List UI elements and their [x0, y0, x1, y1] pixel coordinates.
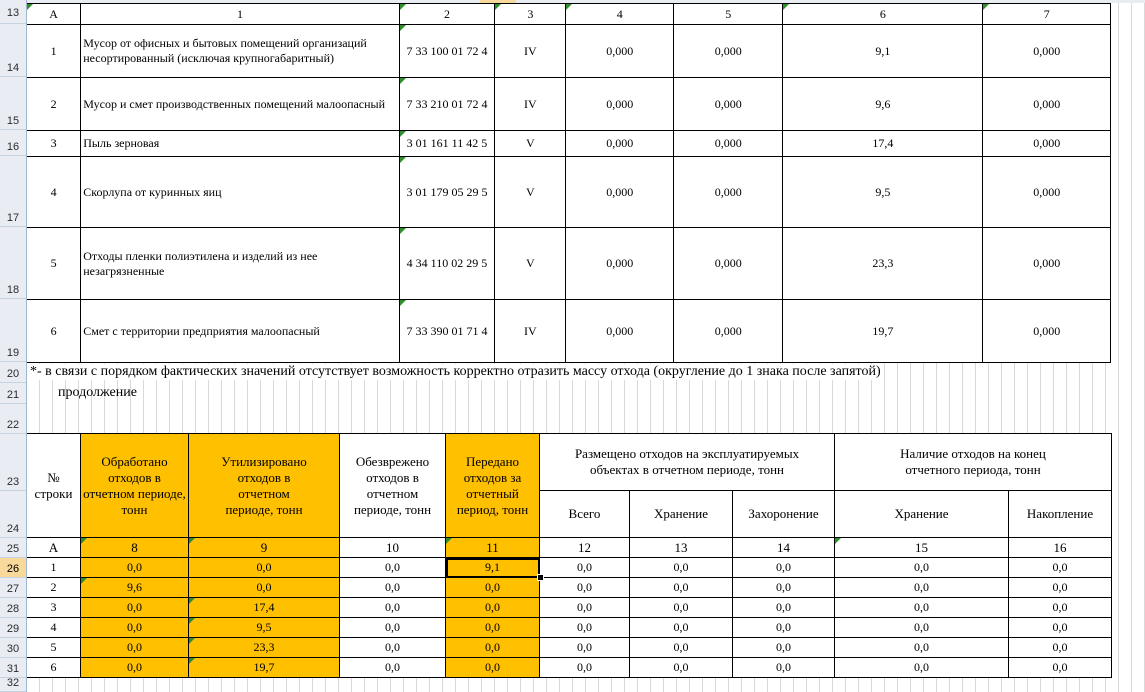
row-header-31[interactable]: 31 [0, 658, 26, 678]
value-cell[interactable]: 0,000 [566, 300, 673, 363]
transferred-cell[interactable]: 0,0 [446, 618, 540, 638]
processed-cell[interactable]: 0,0 [81, 638, 189, 658]
value-cell[interactable]: 0,000 [566, 228, 673, 300]
row-header-14[interactable]: 14 [0, 24, 26, 77]
column-header-strip[interactable] [26, 0, 1145, 3]
row-header-30[interactable]: 30 [0, 638, 26, 658]
index-cell[interactable]: 12 [540, 538, 630, 558]
waste-name-cell[interactable]: Мусор от офисных и бытовых помещений организаций несортированный (исключая крупногабаритный) [81, 25, 399, 78]
waste-name-cell[interactable]: Пыль зерновая [81, 131, 399, 157]
index-cell[interactable]: 16 [1009, 538, 1112, 558]
table-row [27, 78, 1111, 131]
value-cell[interactable]: 9,1 [783, 25, 983, 78]
placed-total-cell[interactable]: 0,0 [540, 578, 630, 598]
transferred-cell[interactable]: 0,0 [446, 658, 540, 678]
waste-code-cell[interactable]: 7 33 390 01 71 4 [399, 300, 494, 363]
hazard-class-cell[interactable]: V [495, 157, 566, 228]
accumulation-cell[interactable]: 0,0 [1009, 578, 1112, 598]
waste-code-cell[interactable]: 7 33 210 01 72 4 [399, 78, 494, 131]
placed-burial-cell[interactable]: 0,0 [733, 578, 835, 598]
waste-code-cell[interactable]: 4 34 110 02 29 5 [399, 228, 494, 300]
table-row [27, 598, 1112, 618]
row-header-24[interactable]: 24 [0, 491, 26, 538]
accumulation-cell[interactable]: 0,0 [1009, 658, 1112, 678]
placed-storage-header[interactable]: Хранение [630, 491, 733, 538]
row-number-header[interactable]: № строки [27, 434, 81, 538]
index-row [27, 538, 1112, 558]
placed-total-cell[interactable]: 0,0 [540, 598, 630, 618]
row-number-cell[interactable]: 3 [27, 131, 81, 157]
continuation-label[interactable]: продолжение [58, 385, 137, 400]
processed-cell[interactable]: 0,0 [81, 658, 189, 678]
table-row [27, 578, 1112, 598]
value-cell[interactable]: 0,000 [673, 25, 783, 78]
value-cell[interactable]: 0,000 [673, 300, 783, 363]
value-cell[interactable]: 0,000 [673, 78, 783, 131]
placed-total-cell[interactable]: 0,0 [540, 558, 630, 578]
value-cell[interactable]: 9,6 [783, 78, 983, 131]
index-cell[interactable]: А [27, 538, 81, 558]
table-row [27, 25, 1111, 78]
waste-handling-table [26, 433, 1112, 678]
value-cell[interactable]: 0,000 [566, 131, 673, 157]
transferred-cell-active[interactable]: 9,1 [446, 558, 540, 578]
utilized-cell[interactable]: 0,0 [189, 578, 340, 598]
placed-total-cell[interactable]: 0,0 [540, 618, 630, 638]
index-cell[interactable]: 11 [446, 538, 540, 558]
placed-storage-cell[interactable]: 0,0 [630, 598, 733, 618]
value-cell[interactable]: 17,4 [783, 131, 983, 157]
value-cell[interactable]: 0,000 [983, 157, 1111, 228]
processed-cell[interactable]: 9,6 [81, 578, 189, 598]
waste-code-cell[interactable]: 7 33 100 01 72 4 [399, 25, 494, 78]
row-number-cell[interactable]: 5 [27, 638, 81, 658]
waste-name-cell[interactable]: Скорлупа от куринных яиц [81, 157, 399, 228]
index-cell[interactable]: 6 [783, 4, 983, 25]
fill-handle[interactable] [537, 574, 544, 581]
waste-types-table [26, 3, 1111, 363]
value-cell[interactable]: 19,7 [783, 300, 983, 363]
index-cell[interactable]: 7 [983, 4, 1111, 25]
table-row [27, 618, 1112, 638]
row-header-25[interactable]: 25 [0, 538, 26, 558]
neutralized-header[interactable]: Обезврежено отходов в отчетном периоде, тонн [340, 434, 446, 538]
hazard-class-cell[interactable]: IV [495, 300, 566, 363]
waste-code-cell[interactable]: 3 01 179 05 29 5 [399, 157, 494, 228]
waste-name-cell[interactable]: Отходы пленки полиэтилена и изделий из нее незагрязненные [81, 228, 399, 300]
value-cell[interactable]: 0,000 [673, 131, 783, 157]
index-cell[interactable]: 5 [673, 4, 783, 25]
placed-total-cell[interactable]: 0,0 [540, 638, 630, 658]
table-row [27, 228, 1111, 300]
value-cell[interactable]: 0,000 [566, 157, 673, 228]
placed-burial-cell[interactable]: 0,0 [733, 638, 835, 658]
row-headers[interactable] [0, 0, 27, 692]
index-cell[interactable]: А [27, 4, 81, 25]
remaining-storage-cell[interactable]: 0,0 [835, 578, 1009, 598]
utilized-cell[interactable]: 0,0 [189, 558, 340, 578]
top-table-index-row [27, 4, 1111, 25]
index-cell[interactable]: 2 [399, 4, 494, 25]
row-header-19[interactable]: 19 [0, 299, 26, 362]
value-cell[interactable]: 23,3 [783, 228, 983, 300]
row-number-cell[interactable]: 2 [27, 78, 81, 131]
remaining-storage-cell[interactable]: 0,0 [835, 658, 1009, 678]
placed-burial-cell[interactable]: 0,0 [733, 598, 835, 618]
processed-cell[interactable]: 0,0 [81, 598, 189, 618]
placed-storage-cell[interactable]: 0,0 [630, 658, 733, 678]
remaining-storage-cell[interactable]: 0,0 [835, 598, 1009, 618]
utilized-cell[interactable]: 9,5 [189, 618, 340, 638]
row-number-cell[interactable]: 1 [27, 25, 81, 78]
row-header-20[interactable]: 20 [0, 362, 26, 383]
row-header-13[interactable]: 13 [0, 3, 26, 24]
utilized-cell[interactable]: 23,3 [189, 638, 340, 658]
accumulation-cell[interactable]: 0,0 [1009, 618, 1112, 638]
row-number-cell[interactable]: 4 [27, 157, 81, 228]
hazard-class-cell[interactable]: IV [495, 78, 566, 131]
hazard-class-cell[interactable]: V [495, 131, 566, 157]
remaining-storage-cell[interactable]: 0,0 [835, 638, 1009, 658]
row-header-16[interactable]: 16 [0, 130, 26, 156]
row-number-cell[interactable]: 1 [27, 558, 81, 578]
utilized-cell[interactable]: 17,4 [189, 598, 340, 618]
utilized-cell[interactable]: 19,7 [189, 658, 340, 678]
value-cell[interactable]: 0,000 [983, 78, 1111, 131]
value-cell[interactable]: 0,000 [566, 78, 673, 131]
row-header-22[interactable]: 22 [0, 404, 26, 434]
index-cell[interactable]: 9 [189, 538, 340, 558]
index-cell[interactable]: 13 [630, 538, 733, 558]
waste-name-cell[interactable]: Смет с территории предприятия малоопасный [81, 300, 399, 363]
placed-storage-cell[interactable]: 0,0 [630, 618, 733, 638]
accumulation-cell[interactable]: 0,0 [1009, 598, 1112, 618]
index-cell[interactable]: 15 [835, 538, 1009, 558]
neutralized-cell[interactable]: 0,0 [340, 578, 446, 598]
table-row [27, 558, 1112, 578]
row-number-cell[interactable]: 6 [27, 658, 81, 678]
placed-storage-cell[interactable]: 0,0 [630, 638, 733, 658]
transferred-header[interactable]: Передано отходов за отчетный период, тонн [446, 434, 540, 538]
row-number-cell[interactable]: 2 [27, 578, 81, 598]
value-cell[interactable]: 0,000 [673, 157, 783, 228]
waste-code-cell[interactable]: 3 01 161 11 42 5 [399, 131, 494, 157]
processed-cell[interactable]: 0,0 [81, 558, 189, 578]
accumulation-header[interactable]: Накопление [1009, 491, 1112, 538]
processed-header[interactable]: Обработано отходов в отчетном периоде, тонн [81, 434, 189, 538]
placed-total-cell[interactable]: 0,0 [540, 658, 630, 678]
neutralized-cell[interactable]: 0,0 [340, 598, 446, 618]
row-header-17[interactable]: 17 [0, 156, 26, 227]
table-row [27, 131, 1111, 157]
hazard-class-cell[interactable]: IV [495, 25, 566, 78]
value-cell[interactable]: 0,000 [983, 25, 1111, 78]
row-header-29[interactable]: 29 [0, 618, 26, 638]
row-header-27[interactable]: 27 [0, 578, 26, 598]
placed-burial-cell[interactable]: 0,0 [733, 558, 835, 578]
row-header-23[interactable]: 23 [0, 434, 26, 491]
index-cell[interactable]: 1 [81, 4, 399, 25]
footnote-text[interactable]: *- в связи с порядком фактических значений отсутствует возможность корректно отразить массу отхода (округление до 1 знака после запятой) [30, 364, 881, 379]
row-header-21[interactable]: 21 [0, 383, 26, 404]
remaining-storage-cell[interactable]: 0,0 [835, 558, 1009, 578]
row-number-cell[interactable]: 3 [27, 598, 81, 618]
neutralized-cell[interactable]: 0,0 [340, 658, 446, 678]
row-number-cell[interactable]: 4 [27, 618, 81, 638]
transferred-cell[interactable]: 0,0 [446, 578, 540, 598]
table-row [27, 300, 1111, 363]
row-header-26[interactable]: 26 [0, 558, 26, 578]
placed-burial-cell[interactable]: 0,0 [733, 618, 835, 638]
neutralized-cell[interactable]: 0,0 [340, 638, 446, 658]
transferred-cell[interactable]: 0,0 [446, 638, 540, 658]
row-header-28[interactable]: 28 [0, 598, 26, 618]
transferred-cell[interactable]: 0,0 [446, 598, 540, 618]
table-row [27, 658, 1112, 678]
row-header-15[interactable]: 15 [0, 77, 26, 130]
row-number-cell[interactable]: 5 [27, 228, 81, 300]
index-cell[interactable]: 8 [81, 538, 189, 558]
placed-header[interactable]: Размещено отходов на эксплуатируемых объектах в отчетном периоде, тонн [540, 434, 835, 491]
index-cell[interactable]: 14 [733, 538, 835, 558]
hazard-class-cell[interactable]: V [495, 228, 566, 300]
accumulation-cell[interactable]: 0,0 [1009, 638, 1112, 658]
index-cell[interactable]: 4 [566, 4, 673, 25]
row-header-32[interactable]: 32 [0, 678, 26, 692]
value-cell[interactable]: 0,000 [983, 228, 1111, 300]
waste-name-cell[interactable]: Мусор и смет производственных помещений малоопасный [81, 78, 399, 131]
row-number-cell[interactable]: 6 [27, 300, 81, 363]
utilized-header[interactable]: Утилизировано отходов в отчетном периоде, тонн [189, 434, 340, 538]
selected-column-marker [480, 0, 516, 3]
placed-total-header[interactable]: Всего [540, 491, 630, 538]
index-cell[interactable]: 3 [495, 4, 566, 25]
value-cell[interactable]: 9,5 [783, 157, 983, 228]
table-row [27, 638, 1112, 658]
remaining-storage-header[interactable]: Хранение [835, 491, 1009, 538]
placed-burial-header[interactable]: Захоронение [733, 491, 835, 538]
remaining-storage-cell[interactable]: 0,0 [835, 618, 1009, 638]
accumulation-cell[interactable]: 0,0 [1009, 558, 1112, 578]
row-header-18[interactable]: 18 [0, 227, 26, 299]
table-row [27, 157, 1111, 228]
placed-storage-cell[interactable]: 0,0 [630, 578, 733, 598]
processed-cell[interactable]: 0,0 [81, 618, 189, 638]
remaining-header[interactable]: Наличие отходов на конец отчетного периода, тонн [835, 434, 1112, 491]
value-cell[interactable]: 0,000 [566, 25, 673, 78]
value-cell[interactable]: 0,000 [673, 228, 783, 300]
value-cell[interactable]: 0,000 [983, 300, 1111, 363]
placed-burial-cell[interactable]: 0,0 [733, 658, 835, 678]
header-row [27, 434, 1112, 491]
index-cell[interactable]: 10 [340, 538, 446, 558]
neutralized-cell[interactable]: 0,0 [340, 558, 446, 578]
placed-storage-cell[interactable]: 0,0 [630, 558, 733, 578]
value-cell[interactable]: 0,000 [983, 131, 1111, 157]
neutralized-cell[interactable]: 0,0 [340, 618, 446, 638]
